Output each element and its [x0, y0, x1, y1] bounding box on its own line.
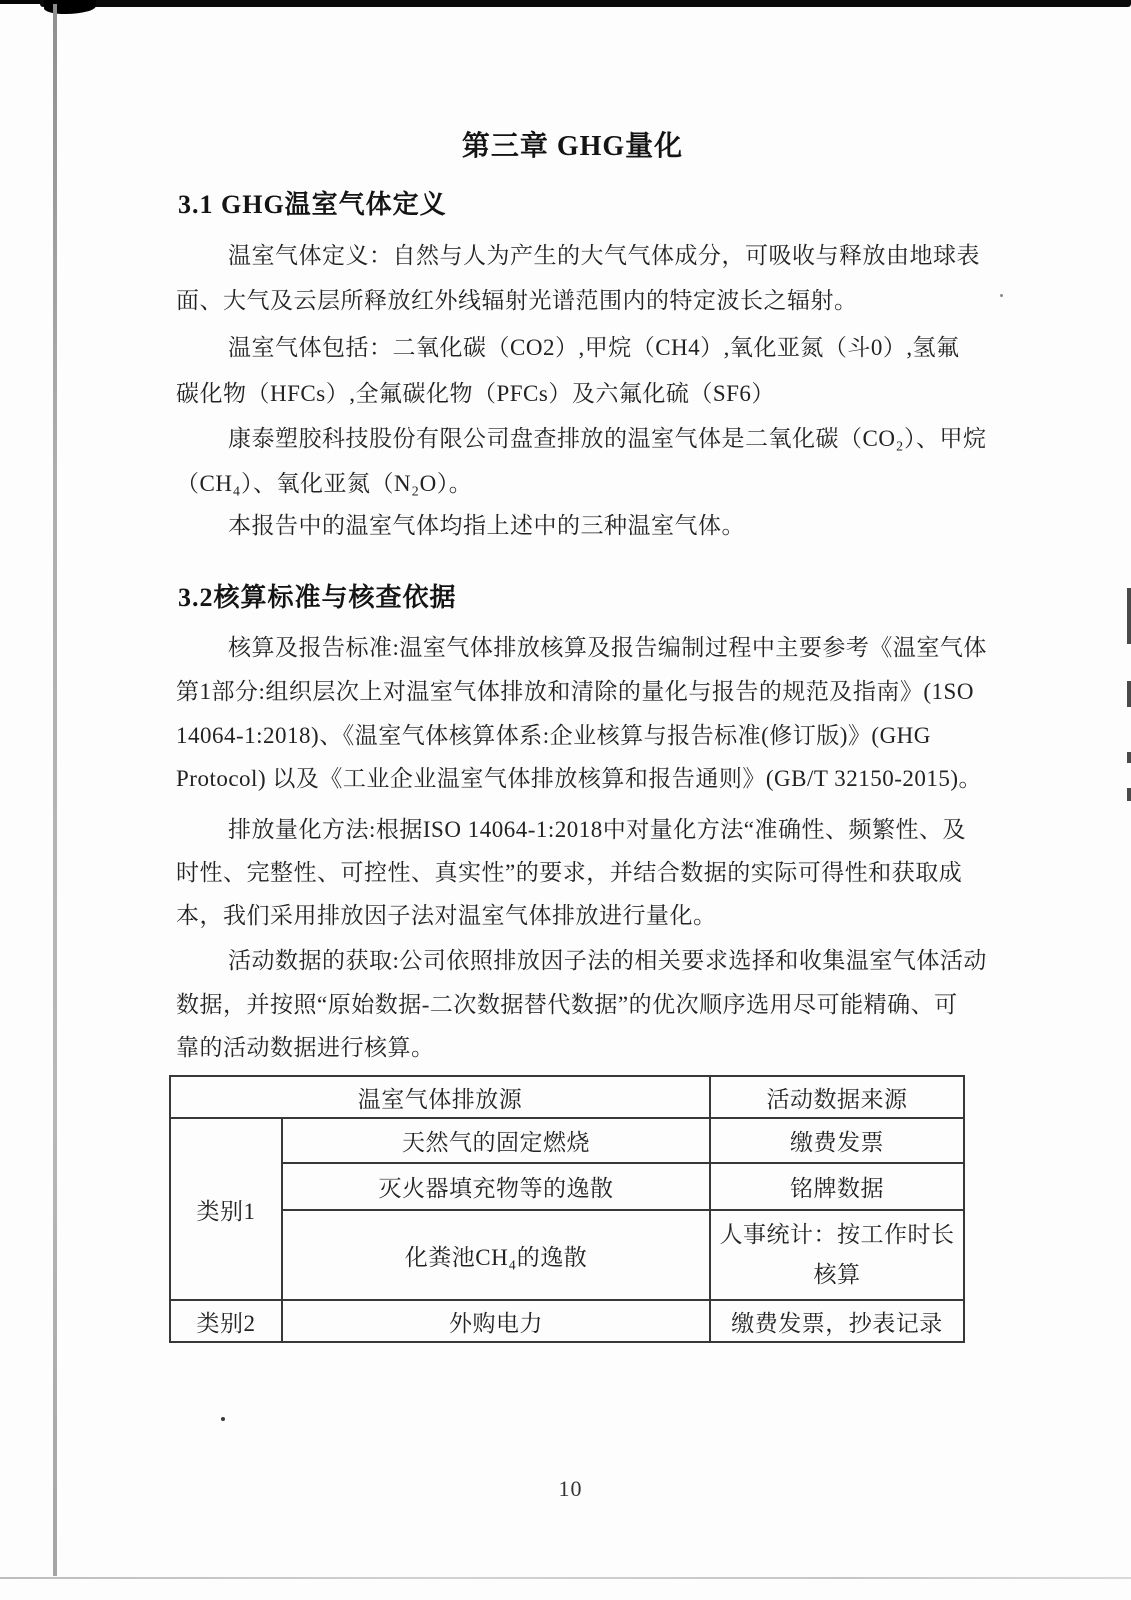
body-line: 温室气体定义：自然与人为产生的大气气体成分，可吸收与释放由地球表	[228, 243, 980, 268]
table-cell-emission-source: 天然气的固定燃烧	[282, 1118, 710, 1163]
body-line: 核算及报告标准:温室气体排放核算及报告编制过程中主要参考《温室气体	[228, 635, 987, 660]
table-cell-emission-source: 化粪池CH₄的逸散	[282, 1210, 710, 1300]
body-line: 时性、完整性、可控性、真实性”的要求，并结合数据的实际可得性和获取成	[176, 860, 963, 885]
body-line: 本报告中的温室气体均指上述中的三种温室气体。	[228, 513, 745, 538]
scan-speck	[1000, 294, 1003, 297]
scan-edge-right-mark	[1127, 788, 1131, 801]
chapter-title: 第三章 GHG量化	[461, 131, 684, 162]
ghg-emission-source-table	[169, 1075, 965, 1343]
scan-edge-right-mark	[1127, 752, 1131, 763]
table-row	[170, 1163, 964, 1210]
scan-edge-right-mark	[1127, 588, 1131, 644]
table-cell-data-source: 人事统计：按工作时长核算	[710, 1210, 964, 1300]
body-line: 温室气体包括：二氧化碳（CO2）,甲烷（CH4）,氧化亚氮（斗0）,氢氟	[228, 335, 960, 360]
table-row	[170, 1118, 964, 1163]
body-line: 面、大气及云层所释放红外线辐射光谱范围内的特定波长之辐射。	[176, 288, 858, 313]
page-number: 10	[558, 1476, 583, 1501]
table-cell-emission-source: 外购电力	[282, 1300, 710, 1342]
body-line: 碳化物（HFCs）,全氟碳化物（PFCs）及六氟化硫（SF6）	[176, 381, 775, 406]
scan-edge-top-blob	[44, 0, 96, 14]
body-line: 14064-1:2018)、《温室气体核算体系:企业核算与报告标准(修订版)》(GHG	[176, 723, 931, 748]
table-cell-emission-source: 灭火器填充物等的逸散	[282, 1163, 710, 1210]
table-row	[170, 1300, 964, 1342]
scan-edge-top-thick	[40, 0, 1131, 7]
body-line: 靠的活动数据进行核算。	[176, 1035, 435, 1060]
scan-edge-right-mark	[1127, 681, 1131, 707]
body-line: Protocol) 以及《工业企业温室气体排放核算和报告通则》(GB/T 32150-2015)。	[176, 766, 983, 791]
scan-speck	[221, 1417, 225, 1421]
table-header-row	[170, 1076, 964, 1118]
table-cell-data-source: 缴费发票	[710, 1118, 964, 1163]
scan-edge-bottom	[0, 1577, 1131, 1579]
body-line: 本，我们采用排放因子法对温室气体排放进行量化。	[176, 903, 717, 928]
table-cell-data-source: 缴费发票，抄表记录	[710, 1300, 964, 1342]
table-cell-category-1: 类别1	[170, 1118, 282, 1300]
table-header-emission-source: 温室气体排放源	[170, 1076, 710, 1118]
body-line: 排放量化方法:根据ISO 14064-1:2018中对量化方法“准确性、频繁性、及	[228, 817, 966, 842]
table-header-data-source: 活动数据来源	[710, 1076, 964, 1118]
body-line: 康泰塑胶科技股份有限公司盘查排放的温室气体是二氧化碳（CO₂）、甲烷	[228, 426, 987, 451]
body-line: （CH₄）、氧化亚氮（N₂O）。	[176, 471, 473, 496]
body-line: 活动数据的获取:公司依照排放因子法的相关要求选择和收集温室气体活动	[228, 948, 987, 973]
scan-page-fold-line	[53, 4, 57, 1576]
body-line: 数据，并按照“原始数据-二次数据替代数据”的优次顺序选用尽可能精确、可	[176, 992, 958, 1017]
section-heading-3-2: 3.2核算标准与核查依据	[178, 583, 457, 612]
table-cell-category-2: 类别2	[170, 1300, 282, 1342]
table-row	[170, 1210, 964, 1300]
body-line: 第1部分:组织层次上对温室气体排放和清除的量化与报告的规范及指南》(1SO	[176, 679, 974, 704]
section-heading-3-1: 3.1 GHG温室气体定义	[178, 190, 447, 219]
table-cell-data-source: 铭牌数据	[710, 1163, 964, 1210]
